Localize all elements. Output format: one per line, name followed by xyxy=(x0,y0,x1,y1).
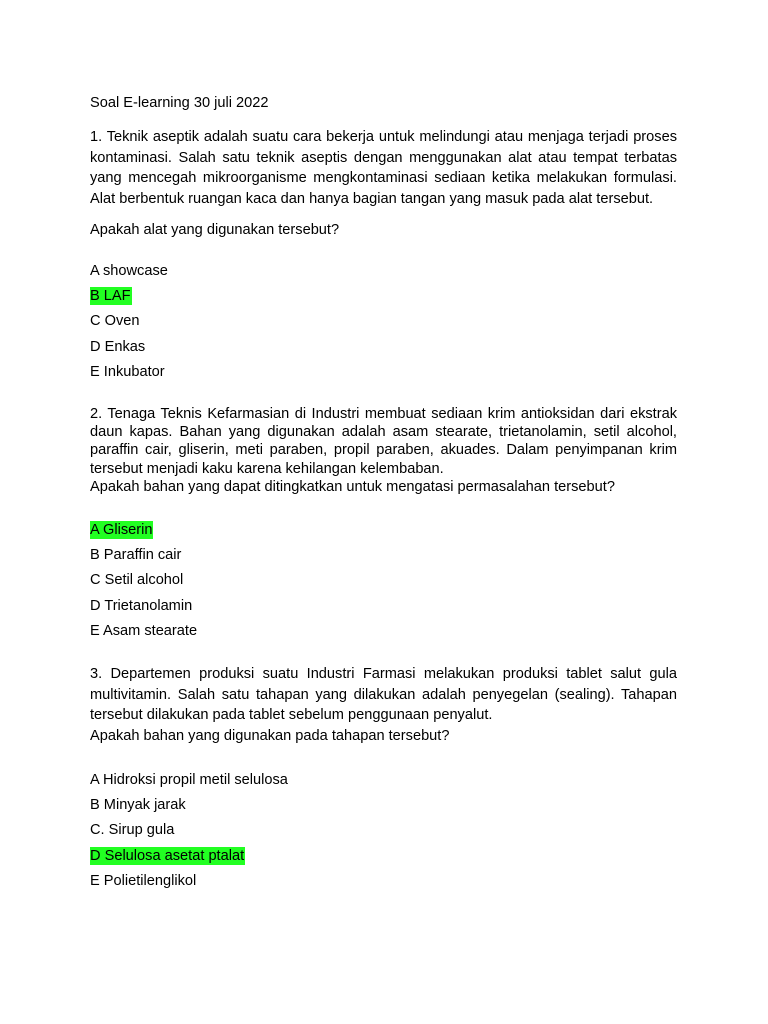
option-a xyxy=(90,770,677,795)
correct-answer-highlight: D Selulosa asetat ptalat xyxy=(90,847,245,864)
option-d xyxy=(90,337,677,362)
option-a xyxy=(90,520,677,545)
option-label: B Paraffin cair xyxy=(90,547,182,564)
option-label: C Oven xyxy=(90,313,140,330)
question-2-prompt: Apakah bahan yang dapat ditingkatkan untuk mengatasi permasalahan tersebut? xyxy=(90,478,615,495)
question-3-options xyxy=(90,770,677,896)
option-e xyxy=(90,871,677,896)
option-a xyxy=(90,261,677,286)
correct-answer-highlight: B LAF xyxy=(90,288,131,305)
option-label: E Asam stearate xyxy=(90,622,198,639)
option-label: A showcase xyxy=(90,263,168,279)
option-c xyxy=(90,820,677,845)
option-label: C. Sirup gula xyxy=(90,822,175,839)
document-page xyxy=(90,93,677,896)
option-label: A Hidroksi propil metil selulosa xyxy=(90,772,288,789)
question-3-text: 3. Departemen produksi suatu Industri Farmasi melakukan produksi tablet salut gula multivitamin. Salah satu tahapan yang dilakukan adalah penyegelan (sealing). Tahapan tersebut dilakukan pada tablet sebelum penggunaan penyalut. xyxy=(90,665,677,724)
option-label: B Minyak jarak xyxy=(90,797,186,814)
question-1-text: 1. Teknik aseptik adalah suatu cara bekerja untuk melindungi atau menjaga terjadi proses kontaminasi. Salah satu teknik aseptis dengan menggunakan alat atau tempat terbatas yang mencegah mikroorganisme mengkontaminasi sediaan ketika melakukan formulasi. Alat berbentuk ruangan kaca dan hanya bagian tangan yang masuk pada alat tersebut. xyxy=(90,129,677,207)
question-3 xyxy=(90,664,677,896)
document-title: Soal E-learning 30 juli 2022 xyxy=(90,95,269,111)
question-2 xyxy=(90,405,677,646)
question-1-prompt: Apakah alat yang digunakan tersebut? xyxy=(90,222,340,238)
question-2-options xyxy=(90,520,677,646)
option-d xyxy=(90,596,677,621)
option-label: C Setil alcohol xyxy=(90,572,184,589)
option-b xyxy=(90,286,677,311)
option-b xyxy=(90,545,677,570)
option-label: E Inkubator xyxy=(90,363,165,380)
option-c xyxy=(90,570,677,595)
option-b xyxy=(90,795,677,820)
option-e xyxy=(90,362,677,387)
option-c xyxy=(90,311,677,336)
option-label: E Polietilenglikol xyxy=(90,872,197,889)
correct-answer-highlight: A Gliserin xyxy=(90,521,153,538)
question-2-text: 2. Tenaga Teknis Kefarmasian di Industri membuat sediaan krim antioksidan dari ekstrak daun kapas. Bahan yang digunakan adalah asam stearate, trietanolamin, setil alcohol, paraffin cair, gliserin, meti paraben, propil paraben, akuades. Dalam penyimpanan krim tersebut menjadi kaku karena kehilangan kelembaban. xyxy=(90,405,677,477)
option-label: D Trietanolamin xyxy=(90,597,193,614)
question-1-options xyxy=(90,261,677,387)
question-1 xyxy=(90,127,677,387)
question-3-prompt: Apakah bahan yang digunakan pada tahapan tersebut? xyxy=(90,728,450,745)
option-d xyxy=(90,846,677,871)
option-label: D Enkas xyxy=(90,338,146,355)
option-e xyxy=(90,621,677,646)
